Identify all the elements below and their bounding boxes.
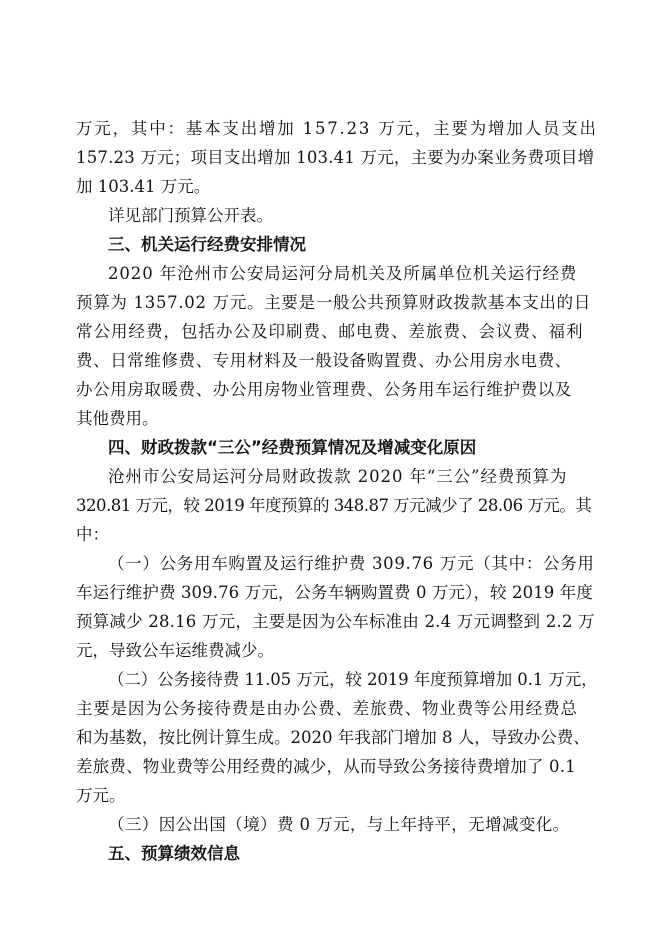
paragraph-line: 2020 年沧州市公安局运河分局机关及所属单位机关运行经费: [108, 264, 578, 283]
paragraph-line: 和为基数，按比例计算生成。2020 年我部门增加 8 人，导致办公费、: [76, 728, 590, 747]
paragraph-line: 详见部门预算公开表。: [108, 206, 273, 225]
section-heading: 三、机关运行经费安排情况: [108, 235, 306, 254]
paragraph-line: 加 103.41 万元。: [76, 177, 211, 196]
paragraph-line: 费、日常维修费、专用材料及一般设备购置费、办公用房水电费、: [76, 351, 572, 370]
paragraph-line: （二）公务接待费 11.05 万元，较 2019 年度预算增加 0.1 万元，: [108, 670, 598, 689]
paragraph-line: 预算减少 28.16 万元，主要是因为公车标准由 2.4 万元调整到 2.2 万: [76, 612, 595, 631]
paragraph-line: （三）因公出国（境）费 0 万元，与上年持平，无增减变化。: [108, 815, 570, 834]
paragraph-line: 万元。: [76, 786, 126, 805]
section-heading: 五、预算绩效信息: [108, 844, 240, 863]
paragraph-line: 预算为 1357.02 万元。主要是一般公共预算财政拨款基本支出的日: [76, 293, 592, 312]
paragraph-line: 中：: [76, 525, 109, 544]
paragraph-line: 157.23 万元；项目支出增加 103.41 万元，主要为办案业务费项目增: [76, 148, 595, 167]
paragraph-line: 主要是因为公务接待费是由办公费、差旅费、物业费等公用经费总: [76, 699, 578, 718]
paragraph-line: （一）公务用车购置及运行维护费 309.76 万元（其中：公务用: [108, 554, 595, 573]
paragraph-line: 沧州市公安局运河分局财政拨款 2020 年“三公”经费预算为: [108, 467, 568, 486]
paragraph-line: 其他费用。: [76, 409, 159, 428]
paragraph-line: 万元，其中：基本支出增加 157.23 万元，主要为增加人员支出: [76, 119, 598, 138]
section-heading: 四、财政拨款“三公”经费预算情况及增减变化原因: [108, 438, 477, 457]
paragraph-line: 车运行维护费 309.76 万元，公务车辆购置费 0 万元），较 2019 年度: [76, 583, 593, 602]
paragraph-line: 元，导致公车运维费减少。: [76, 641, 274, 660]
paragraph-line: 差旅费、物业费等公用经费的减少，从而导致公务接待费增加了 0.1: [76, 757, 576, 776]
paragraph-line: 320.81 万元，较 2019 年度预算的 348.87 万元减少了 28.06 万元。其: [76, 496, 592, 515]
paragraph-line: 常公用经费，包括办公及印刷费、邮电费、差旅费、会议费、福利: [76, 322, 584, 341]
paragraph-line: 办公用房取暖费、办公用房物业管理费、公务用车运行维护费以及: [76, 380, 572, 399]
